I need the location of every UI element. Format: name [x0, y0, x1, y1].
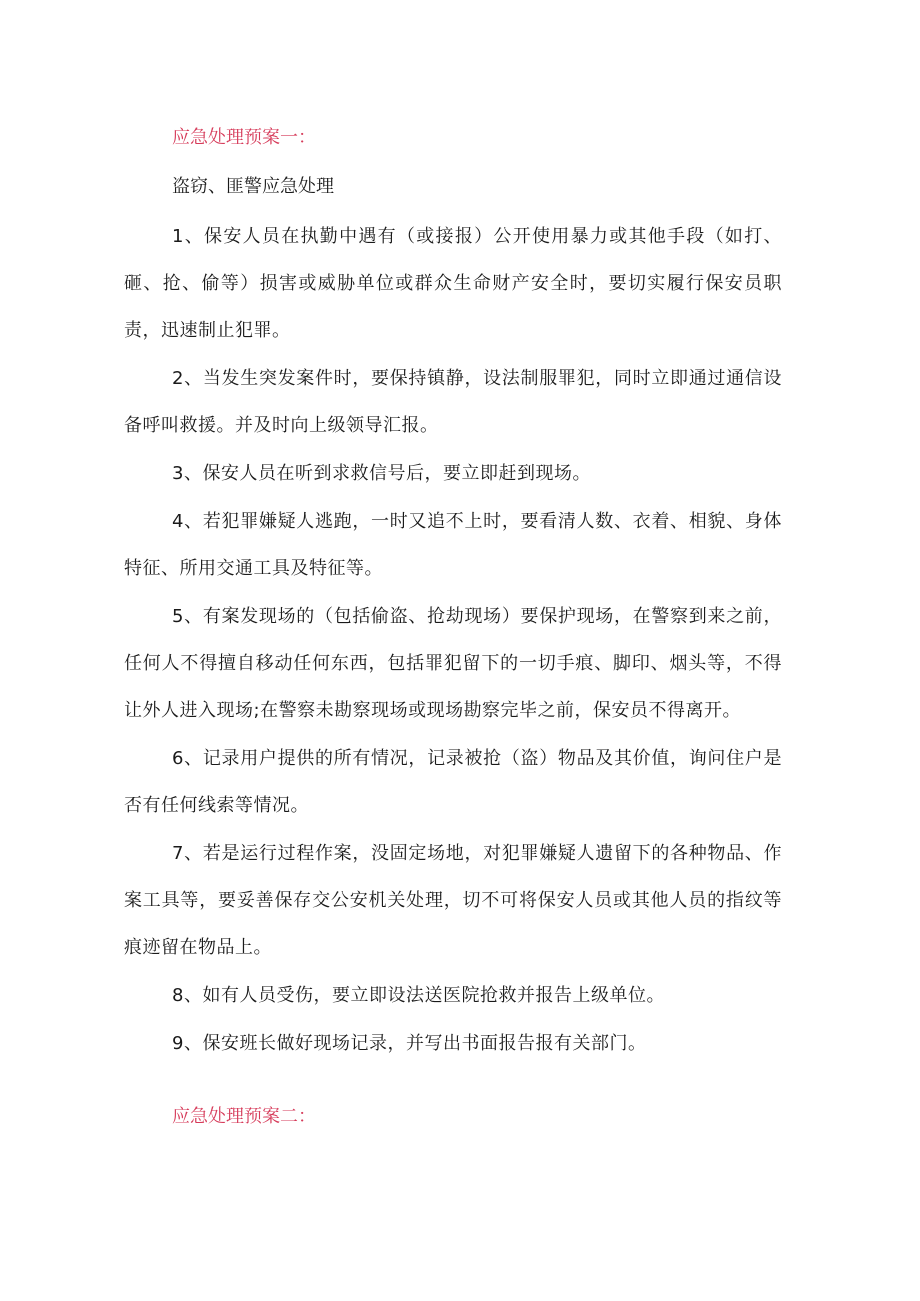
item-list: [124, 213, 782, 1067]
list-item: 8、如有人员受伤，要立即设法送医院抢救并报告上级单位。: [172, 985, 665, 1006]
document-body: [124, 114, 782, 1068]
list-item: 5、有案发现场的（包括偷盗、抢劫现场）要保护现场，在警察到来之前，任何人不得擅自移动任何东西，包括罪犯留下的一切手痕、脚印、烟头等，不得让外人进入现场;在警察未勘察现场或现场勘察完毕之前，保安员不得离开。: [124, 606, 782, 721]
list-item: 3、保安人员在听到求救信号后，要立即赶到现场。: [172, 463, 591, 484]
list-item: 1、保安人员在执勤中遇有（或接报）公开使用暴力或其他手段（如打、砸、抢、偷等）损害或威胁单位或群众生命财产安全时，要切实履行保安员职责，迅速制止犯罪。: [124, 226, 782, 341]
section-heading-2: 应急处理预案二：: [172, 1106, 316, 1127]
list-item: 9、保安班长做好现场记录，并写出书面报告报有关部门。: [172, 1033, 647, 1054]
section-heading-1: 应急处理预案一：: [172, 127, 316, 148]
section-subtitle: 盗窃、匪警应急处理: [172, 176, 334, 197]
list-item: 7、若是运行过程作案，没固定场地，对犯罪嫌疑人遗留下的各种物品、作案工具等，要妥善保存交公安机关处理，切不可将保安人员或其他人员的指纹等痕迹留在物品上。: [124, 843, 782, 958]
list-item: 2、当发生突发案件时，要保持镇静，设法制服罪犯，同时立即通过通信设备呼叫救援。并及时向上级领导汇报。: [124, 368, 782, 436]
list-item: 4、若犯罪嫌疑人逃跑，一时又追不上时，要看清人数、衣着、相貌、身体特征、所用交通工具及特征等。: [124, 511, 782, 579]
list-item: 6、记录用户提供的所有情况，记录被抢（盗）物品及其价值，询问住户是否有任何线索等情况。: [124, 748, 782, 816]
